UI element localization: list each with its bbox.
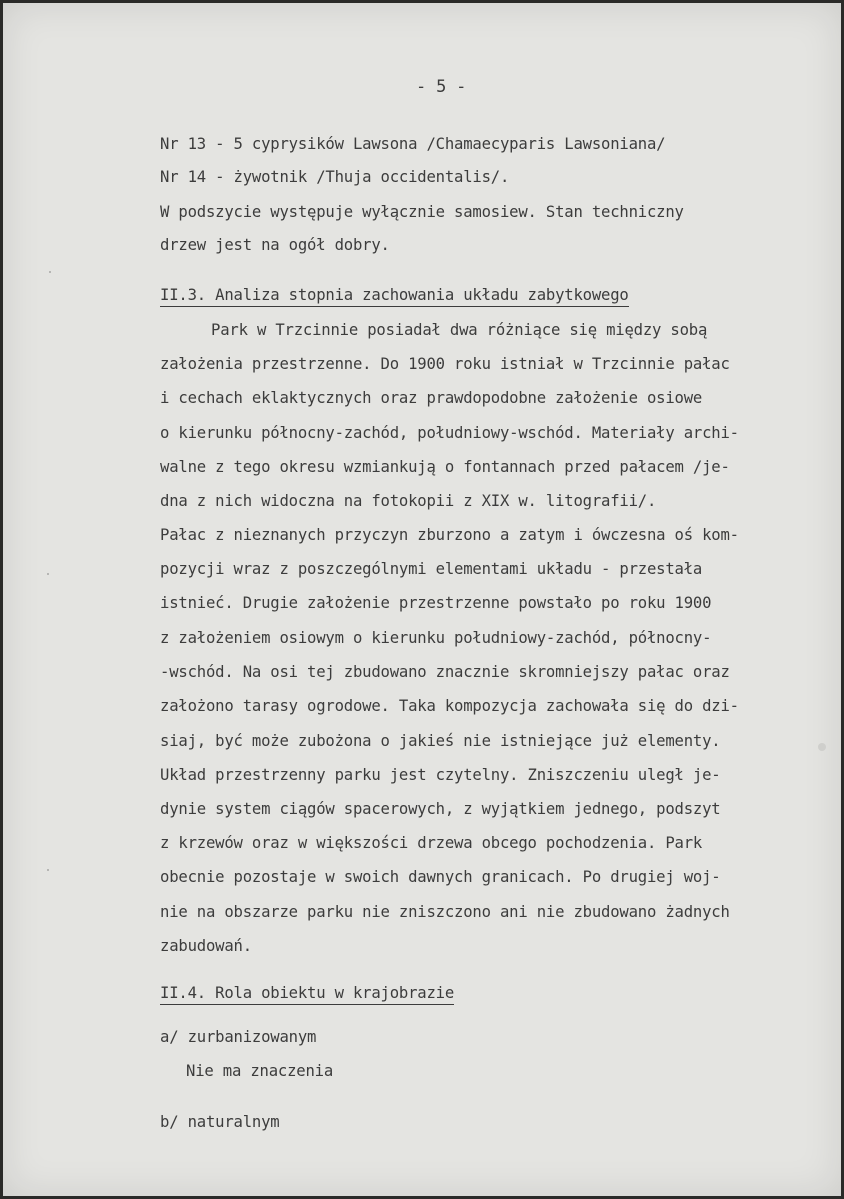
item-a-label: a/ zurbanizowanym (160, 1028, 317, 1046)
paragraph-line: Park w Trzcinnie posiadał dwa różniące się między sobą (211, 321, 708, 339)
paragraph-line: założono tarasy ogrodowe. Taka kompozycja zachowała się do dzi- (160, 697, 739, 715)
intro-line: drzew jest na ogół dobry. (160, 236, 390, 254)
section-heading: II.4. Rola obiektu w krajobrazie (160, 983, 454, 1005)
paragraph-line: i cechach eklaktycznych oraz prawdopodobne założenie osiowe (160, 389, 703, 407)
paragraph-line: dna z nich widoczna na fotokopii z XIX w. litografii/. (160, 492, 657, 510)
paragraph-line: pozycji wraz z poszczególnymi elementami układu - przestała (160, 560, 703, 578)
item-b-label: b/ naturalnym (160, 1113, 280, 1131)
paragraph-line: siaj, być może zubożona o jakieś nie istniejące już elementy. (160, 732, 721, 750)
paragraph-line: Pałac z nieznanych przyczyn zburzono a zatym i ówczesna oś kom- (160, 526, 739, 544)
section-heading: II.3. Analiza stopnia zachowania układu zabytkowego (160, 285, 629, 307)
paper-speck (47, 869, 49, 871)
paper-speck (49, 271, 51, 273)
paragraph-line: założenia przestrzenne. Do 1900 roku istniał w Trzcinnie pałac (160, 355, 730, 373)
paragraph-line: walne z tego okresu wzmiankują o fontannach przed pałacem /je- (160, 458, 730, 476)
paragraph-line: z założeniem osiowym o kierunku południowy-zachód, północny- (160, 629, 712, 647)
document-page (3, 3, 841, 1196)
paragraph-line: zabudowań. (160, 937, 252, 955)
paragraph-line: nie na obszarze parku nie zniszczono ani nie zbudowano żadnych (160, 903, 730, 921)
paper-speck (818, 743, 826, 751)
paragraph-line: o kierunku północny-zachód, południowy-wschód. Materiały archi- (160, 424, 739, 442)
intro-line: Nr 14 - żywotnik /Thuja occidentalis/. (160, 168, 510, 186)
paragraph-line: Układ przestrzenny parku jest czytelny. Zniszczeniu uległ je- (160, 766, 721, 784)
paragraph-line: obecnie pozostaje w swoich dawnych granicach. Po drugiej woj- (160, 868, 721, 886)
paragraph-line: istnieć. Drugie założenie przestrzenne powstało po roku 1900 (160, 594, 712, 612)
intro-line: Nr 13 - 5 cyprysików Lawsona /Chamaecyparis Lawsoniana/ (160, 135, 666, 153)
paragraph-line: z krzewów oraz w większości drzewa obcego pochodzenia. Park (160, 834, 703, 852)
paper-speck (47, 573, 49, 575)
page-number: - 5 - (416, 77, 467, 97)
paragraph-line: dynie system ciągów spacerowych, z wyjątkiem jednego, podszyt (160, 800, 721, 818)
intro-line: W podszycie występuje wyłącznie samosiew. Stan techniczny (160, 203, 684, 221)
paragraph-line: -wschód. Na osi tej zbudowano znacznie skromniejszy pałac oraz (160, 663, 730, 681)
item-a-value: Nie ma znaczenia (186, 1062, 334, 1080)
